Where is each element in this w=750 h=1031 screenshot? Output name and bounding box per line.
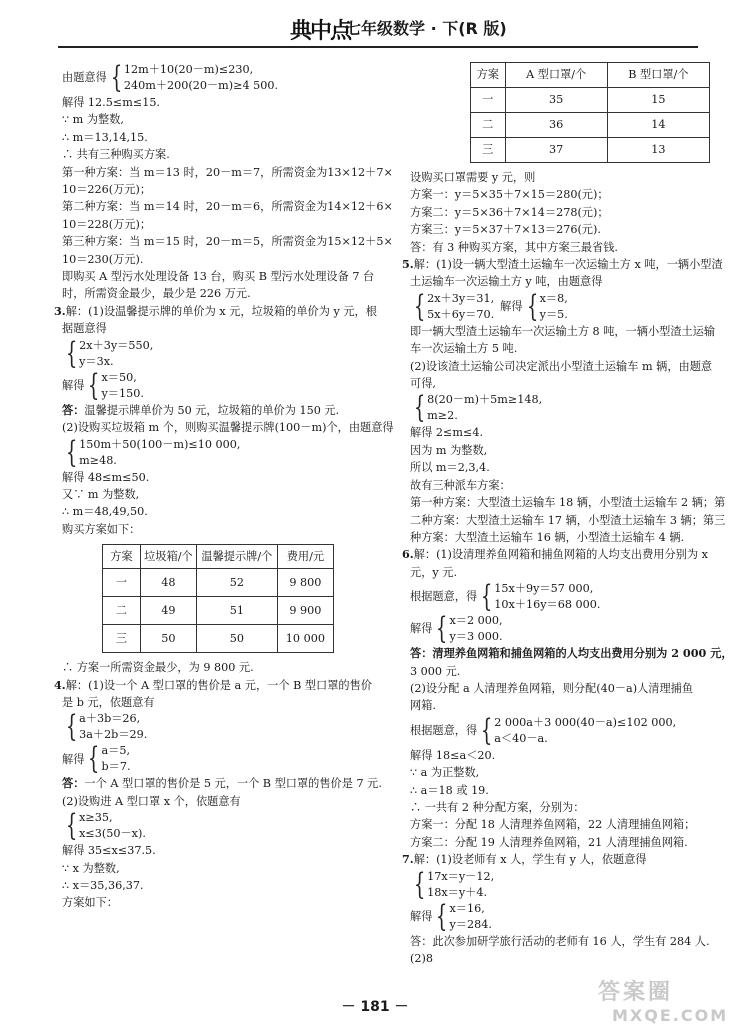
equation: a＝5,	[101, 744, 131, 758]
inequality-system	[410, 712, 730, 748]
line-text: 是 b 元，依题意有	[62, 695, 155, 709]
table-cell: 9 800	[277, 569, 333, 597]
line-text: 设购买口罩需要 y 元，则	[410, 171, 536, 184]
line-text: 据题意得	[62, 322, 107, 336]
line-text: (2)设购买垃圾箱 m 个，则购买温馨提示牌(100－m)个，由题意得	[62, 421, 394, 435]
brace-symbol: {	[65, 709, 78, 745]
equation: x＝16,	[449, 901, 485, 915]
equation: b＝7.	[101, 760, 131, 774]
answer-line	[62, 402, 402, 419]
problem-number: 7.	[402, 852, 414, 867]
line-text: 答：有 3 种购买方案，其中方案三最省钱.	[410, 240, 618, 254]
table-cell: 35	[505, 88, 607, 113]
line-text: 第一种方案：当 m＝13 时，20－m＝7，所需资金为13×12＋7×	[62, 165, 393, 179]
line-text: 根据题意，得	[410, 724, 478, 738]
right-column	[402, 62, 733, 967]
line-text: 方案三：y＝5×37＋7×13＝276(元).	[410, 223, 601, 237]
brace-symbol: {	[110, 60, 123, 95]
table-cell: 37	[505, 138, 607, 163]
brace-symbol: {	[88, 367, 100, 403]
table-cell: 10 000	[277, 625, 333, 653]
table-cell: 三	[471, 138, 506, 163]
problem-number: 4.	[54, 677, 66, 692]
line-text: 根据题意，得	[410, 590, 478, 604]
equation: 5x＋6y＝70.	[427, 307, 495, 321]
page-header	[0, 8, 750, 48]
equation: m≥2.	[427, 409, 458, 423]
line-text: 因为 m 为整数,	[410, 443, 488, 457]
equation: 3a＋2b＝29.	[79, 728, 148, 742]
line-text: ∴ 共有三种购买方案.	[62, 148, 170, 162]
line-text: 方案二：分配 19 人清理养鱼网箱，21 人清理捕鱼网箱.	[410, 835, 688, 849]
brace-symbol: {	[413, 288, 426, 324]
inequality-system	[410, 392, 730, 424]
equation: m≥48.	[79, 453, 117, 467]
problem-number: 6.	[402, 547, 414, 562]
equation-system	[410, 581, 730, 613]
line-text: 解得	[62, 378, 85, 392]
table-cell: 36	[505, 113, 607, 138]
equation: 12m＋10(20－m)≤230,	[123, 63, 254, 76]
equation: 150m＋50(100－m)≤10 000,	[79, 437, 241, 451]
table-header: 垃圾箱/个	[140, 545, 196, 569]
line-text: 方案一：分配 18 人清理养鱼网箱，22 人清理捕鱼网箱；	[410, 818, 696, 832]
book-logo: 典中点	[290, 19, 351, 44]
equation-system	[62, 335, 402, 371]
line-text: 种方案：大型渣土运输车 16 辆，小型渣土运输车 4 辆.	[410, 530, 685, 544]
line-text: 3 000 元.	[410, 664, 461, 678]
brace-symbol: {	[526, 288, 538, 324]
line-text: 车一次运输土方 5 吨.	[410, 342, 518, 356]
line-text: 解得 2≤m≤4.	[410, 426, 484, 440]
table-cell: 二	[471, 113, 506, 138]
problem-number: 3.	[54, 303, 66, 318]
line-text: 元，y 元.	[410, 565, 457, 579]
purchase-plan-table	[102, 544, 334, 653]
answer-label: 答：	[62, 402, 85, 417]
line-text: 第一种方案：大型渣土运输车 18 辆，小型渣土运输车 2 辆；第	[410, 496, 726, 510]
line-text: 网箱.	[410, 699, 436, 713]
brace-symbol: {	[65, 434, 78, 470]
line-text: 解得 48≤m≤50.	[62, 470, 150, 484]
equation: 15x＋9y＝57 000,	[494, 582, 594, 596]
line-text: ∵ x 为整数,	[62, 861, 120, 875]
equation: 18x＝y＋4.	[427, 885, 488, 899]
brace-symbol: {	[480, 579, 493, 615]
equation: 2x＋3y＝31,	[427, 291, 495, 305]
line-text: 解：(1)设清理养鱼网箱和捕鱼网箱的人均支出费用分别为 x	[413, 548, 708, 562]
table-header: A 型口罩/个	[505, 63, 607, 88]
equation: x＝50,	[101, 370, 137, 384]
equation: y＝284.	[449, 917, 492, 931]
table-cell: 50	[197, 625, 278, 653]
equation: y＝5.	[539, 307, 568, 321]
line-text: 解得 12.5≤m≤15.	[62, 96, 160, 109]
mask-plan-table	[470, 62, 710, 163]
line-text: 10＝228(万元)；	[62, 217, 152, 231]
equation: y＝3 000.	[449, 630, 503, 644]
table-cell: 二	[103, 597, 141, 625]
table-cell: 52	[197, 569, 278, 597]
table-cell: 三	[103, 625, 141, 653]
table-header: 温馨提示牌/个	[197, 545, 278, 569]
line-text: 解得	[410, 909, 433, 923]
line-text: 时，所需资金最少，最少是 226 万元.	[62, 287, 251, 301]
line-text: 购买方案如下：	[62, 522, 141, 536]
equation: 10x＋16y＝68 000.	[494, 598, 601, 612]
watermark-text: 答案圈	[598, 980, 674, 1005]
solution-system	[410, 613, 730, 645]
table-cell: 14	[607, 113, 709, 138]
line-text: (2)设购进 A 型口罩 x 个，依题意有	[62, 794, 241, 808]
equation: 2 000a＋3 000(40－a)≤102 000,	[494, 715, 677, 729]
left-column	[54, 60, 402, 912]
equation: 17x＝y－12,	[427, 869, 495, 883]
problem-3	[54, 303, 402, 320]
header-rule	[58, 46, 698, 48]
equation: 2x＋3y＝550,	[79, 338, 154, 352]
line-text: 解得 18≤a＜20.	[410, 748, 496, 762]
line-text: 由题意得	[62, 71, 107, 85]
table-cell: 15	[607, 88, 709, 113]
table-header: 方案	[471, 63, 506, 88]
table-cell: 13	[607, 138, 709, 163]
brace-symbol: {	[480, 712, 493, 748]
problem-7	[402, 851, 730, 868]
brace-symbol: {	[436, 898, 448, 934]
line-text: 一个 A 型口罩的售价是 5 元，一个 B 型口罩的售价是 7 元.	[84, 777, 382, 791]
line-text: ∴ m＝13,14,15.	[62, 130, 148, 144]
brace-symbol: {	[413, 390, 426, 426]
equation-system	[62, 434, 402, 470]
line-text: 清理养鱼网箱和捕鱼网箱的人均支出费用分别为 2 000 元，	[432, 646, 733, 661]
line-text: ∴ 一共有 2 种分配方案，分别为：	[410, 800, 585, 814]
equation: a＜40－a.	[494, 731, 548, 745]
line-text: 第三种方案：当 m＝15 时，20－m＝5，所需资金为15×12＋5×	[62, 235, 393, 249]
equation: y＝3x.	[79, 354, 114, 368]
table-cell: 51	[197, 597, 278, 625]
brace-symbol: {	[413, 866, 426, 902]
table-cell: 9 900	[277, 597, 333, 625]
answer-line	[410, 645, 733, 662]
line-text: (2)设分配 a 人清理养鱼网箱，则分配(40－a)人清理捕鱼	[410, 681, 694, 695]
table-header: 方案	[103, 545, 141, 569]
line-text: 10＝226(万元)；	[62, 183, 152, 197]
line-text: 第二种方案：当 m＝14 时，20－m＝6，所需资金为14×12＋6×	[62, 200, 393, 214]
line-text: 即一辆大型渣土运输车一次运输土方 8 吨，一辆小型渣土运输	[410, 324, 716, 338]
line-text: ∵ m 为整数,	[62, 113, 124, 127]
line-text: 方案一：y＝5×35＋7×15＝280(元)；	[410, 188, 609, 202]
problem-4	[54, 677, 402, 694]
brace-symbol: {	[65, 808, 78, 844]
problem-6	[402, 546, 730, 563]
brace-symbol: {	[65, 335, 78, 371]
table-cell: 50	[140, 625, 196, 653]
equation-system	[410, 866, 730, 902]
table-cell: 49	[140, 597, 196, 625]
answer-line	[62, 775, 402, 792]
watermark-url: MXQE.COM	[612, 1006, 729, 1025]
line-text: 答：此次参加研学旅行活动的老师有 16 人，学生有 284 人.	[410, 934, 710, 948]
equation: x＝8,	[539, 291, 568, 305]
solution-system	[62, 743, 402, 775]
line-text: 解得	[62, 752, 85, 766]
line-text: ∴ x＝35,36,37.	[62, 878, 144, 892]
equation: x＝2 000,	[449, 614, 503, 628]
problem-5	[402, 256, 730, 273]
equation: a＋3b＝26,	[79, 712, 141, 726]
answer-label: 答：	[62, 776, 85, 791]
equation: x≥35,	[79, 811, 113, 825]
line-text: 解得	[500, 300, 523, 314]
line-text: 解：(1)设温馨提示牌的单价为 x 元，垃圾箱的单价为 y 元，根	[65, 304, 377, 318]
line-text: ∵ a 为正整数,	[410, 766, 480, 780]
answer-label: 答：	[410, 646, 433, 661]
equation-system	[410, 288, 730, 324]
line-text: 二种方案：大型渣土运输车 17 辆，小型渣土运输车 3 辆；第三	[410, 513, 726, 527]
table-cell: 一	[103, 569, 141, 597]
line-text: ∴ 方案一所需资金最少，为 9 800 元.	[62, 661, 254, 675]
line-text: 方案二：y＝5×36＋7×14＝278(元)；	[410, 205, 609, 219]
equation: x≤3(50－x).	[79, 827, 146, 841]
line-text: 故有三种派车方案：	[410, 478, 511, 492]
solution-system	[410, 898, 730, 934]
table-header: 费用/元	[277, 545, 333, 569]
table-cell: 48	[140, 569, 196, 597]
table-header: B 型口罩/个	[607, 63, 709, 88]
book-title: 七年级数学 · 下(R 版)	[345, 19, 507, 38]
equation-system	[62, 711, 402, 743]
line-text: (2)设该渣土运输公司决定派出小型渣土运输车 m 辆，由题意	[410, 359, 713, 373]
inequality-system	[62, 810, 402, 842]
line-text: 可得,	[410, 377, 436, 391]
equation: 8(20－m)＋5m≥148,	[427, 393, 543, 407]
line-text: 10＝230(万元).	[62, 252, 144, 266]
equation: y＝150.	[101, 386, 144, 400]
line-text: (2)8	[410, 952, 433, 965]
brace-symbol: {	[436, 611, 448, 647]
brace-symbol: {	[88, 741, 100, 777]
equation-system	[62, 62, 402, 94]
line-text: 方案如下：	[62, 896, 118, 910]
line-text: 解：(1)设一个 A 型口罩的售价是 a 元，一个 B 型口罩的售价	[65, 678, 372, 692]
line-text: 所以 m＝2,3,4.	[410, 461, 490, 475]
line-text: ∴ m＝48,49,50.	[62, 505, 148, 519]
line-text: 即购买 A 型污水处理设备 13 台，购买 B 型污水处理设备 7 台	[62, 270, 375, 284]
solution-system	[62, 367, 402, 403]
line-text: 土运输车一次运输土方 y 吨，由题意得	[410, 275, 603, 289]
equation: 240m＋200(20－m)≥4 500.	[123, 79, 279, 92]
watermark	[598, 975, 728, 1025]
page-number: － 181 －	[341, 999, 409, 1015]
line-text: ∴ a＝18 或 19.	[410, 783, 489, 797]
line-text: 解得	[410, 622, 433, 636]
line-text: 解得 35≤x≤37.5.	[62, 844, 156, 858]
line-text: 又∵ m 为整数,	[62, 487, 140, 501]
table-cell: 一	[471, 88, 506, 113]
line-text: 温馨提示牌单价为 50 元，垃圾箱的单价为 150 元.	[84, 403, 340, 417]
line-text: 解：(1)设一辆大型渣土运输车一次运输土方 x 吨，一辆小型渣	[413, 258, 723, 272]
line-text: 解：(1)设老师有 x 人，学生有 y 人，依题意得	[413, 853, 647, 867]
problem-number: 5.	[402, 257, 414, 272]
